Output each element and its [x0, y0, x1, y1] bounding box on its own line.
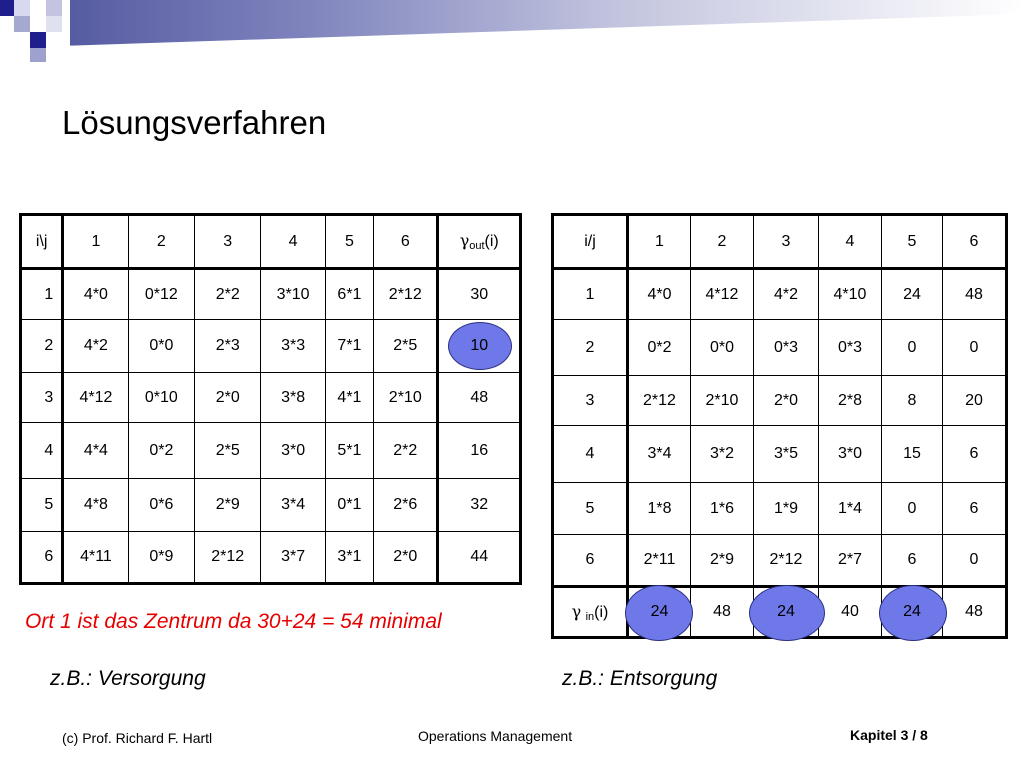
table-cell: 8 — [882, 376, 943, 426]
gamma-out-value: 44 — [438, 532, 521, 584]
gamma-symbol: γ — [459, 231, 470, 250]
table-cell: 4*1 — [325, 373, 373, 423]
table-cell: 2*6 — [374, 479, 438, 532]
gamma-out-header — [438, 215, 521, 269]
footer-chapter: Kapitel 3 / 8 — [850, 727, 928, 743]
gamma-out-value: 10 — [470, 337, 489, 354]
corner-cell: i/j — [553, 215, 628, 269]
table-cell: 2*0 — [195, 373, 261, 423]
gamma-in-value: 24 — [777, 603, 795, 620]
table-cell: 6 — [882, 535, 943, 587]
gamma-suffix: (i) — [484, 233, 499, 250]
footer-author: (c) Prof. Richard F. Hartl — [62, 730, 213, 746]
table-row — [553, 483, 1007, 535]
gamma-in-value: 48 — [691, 587, 754, 638]
column-header: 1 — [63, 215, 128, 269]
row-header: 5 — [21, 479, 63, 532]
table-cell: 4*8 — [63, 479, 128, 532]
table-cell: 2*2 — [374, 423, 438, 479]
table-cell: 4*0 — [63, 269, 128, 320]
table-cell: 2*9 — [691, 535, 754, 587]
table-cell: 6*1 — [325, 269, 373, 320]
table-cell: 15 — [882, 426, 943, 483]
corner-cell: i\j — [21, 215, 63, 269]
column-header: 1 — [628, 215, 691, 269]
column-header: 6 — [374, 215, 438, 269]
table-cell: 0*0 — [691, 320, 754, 376]
table-cell: 2*8 — [819, 376, 882, 426]
table-cell: 0 — [882, 483, 943, 535]
logo-square-2 — [14, 0, 30, 16]
table-cell: 0 — [943, 320, 1007, 376]
column-header: 3 — [195, 215, 261, 269]
table-cell: 2*9 — [195, 479, 261, 532]
gamma-out-value: 32 — [438, 479, 521, 532]
table-cell: 3*3 — [261, 320, 325, 373]
logo-square-5 — [46, 16, 62, 32]
row-header: 3 — [553, 376, 628, 426]
row-header: 5 — [553, 483, 628, 535]
logo-square-1 — [0, 0, 14, 16]
table-cell: 2*12 — [628, 376, 691, 426]
column-header: 2 — [691, 215, 754, 269]
table-cell: 0*10 — [128, 373, 194, 423]
table-row — [21, 479, 521, 532]
table-cell: 2*2 — [195, 269, 261, 320]
table-row — [553, 376, 1007, 426]
table-cell: 0*9 — [128, 532, 194, 584]
conclusion-note: Ort 1 ist das Zentrum da 30+24 = 54 minimal — [25, 610, 442, 633]
table-cell: 3*1 — [325, 532, 373, 584]
gamma-subscript: out — [469, 240, 485, 252]
table-cell: 48 — [943, 269, 1007, 320]
example-label-left: z.B.: Versorgung — [50, 667, 206, 690]
table-cell: 2*10 — [691, 376, 754, 426]
table-cell: 0*6 — [128, 479, 194, 532]
gamma-out-minimum — [438, 320, 521, 373]
table-cell: 0*1 — [325, 479, 373, 532]
gamma-in-header — [553, 587, 628, 638]
table-cell: 24 — [882, 269, 943, 320]
column-header: 5 — [882, 215, 943, 269]
header-banner — [0, 0, 1024, 48]
table-cell: 1*4 — [819, 483, 882, 535]
table-cell: 2*0 — [374, 532, 438, 584]
table-cell: 0*2 — [128, 423, 194, 479]
table-cell: 0*3 — [819, 320, 882, 376]
table-cell: 2*10 — [374, 373, 438, 423]
gamma-out-value: 30 — [438, 269, 521, 320]
table-cell: 2*0 — [754, 376, 819, 426]
example-label-right: z.B.: Entsorgung — [562, 667, 718, 690]
table-cell: 2*5 — [374, 320, 438, 373]
row-header: 6 — [553, 535, 628, 587]
table-row — [21, 269, 521, 320]
slide-title: Lösungsverfahren — [62, 104, 327, 141]
table-cell: 6 — [943, 483, 1007, 535]
gamma-in-value: 40 — [819, 587, 882, 638]
footer-course: Operations Management — [418, 728, 573, 744]
table-cell: 4*2 — [754, 269, 819, 320]
table-cell: 3*0 — [819, 426, 882, 483]
table-cell: 4*4 — [63, 423, 128, 479]
table-row — [553, 535, 1007, 587]
table-cell: 6 — [943, 426, 1007, 483]
table-cell: 4*2 — [63, 320, 128, 373]
table-cell: 2*5 — [195, 423, 261, 479]
column-header: 4 — [819, 215, 882, 269]
gamma-in-value: 24 — [650, 603, 669, 620]
table-cell: 3*5 — [754, 426, 819, 483]
gamma-in-value: 24 — [903, 603, 921, 620]
row-header: 2 — [21, 320, 63, 373]
table-cell: 4*11 — [63, 532, 128, 584]
logo-square-7 — [30, 48, 46, 62]
table-cell: 2*11 — [628, 535, 691, 587]
table-cell: 20 — [943, 376, 1007, 426]
table-row — [553, 320, 1007, 376]
gamma-in-minimum — [628, 587, 691, 638]
logo-square-3 — [46, 0, 62, 16]
table-cell: 1*8 — [628, 483, 691, 535]
column-header: 3 — [754, 215, 819, 269]
logo-square-4 — [14, 16, 30, 32]
table-row — [21, 532, 521, 584]
row-header: 6 — [21, 532, 63, 584]
column-header: 2 — [128, 215, 194, 269]
gamma-out-value: 16 — [438, 423, 521, 479]
table-cell: 2*12 — [374, 269, 438, 320]
gamma-subscript: in — [585, 610, 595, 623]
row-header: 1 — [553, 269, 628, 320]
logo-square-6 — [30, 32, 46, 48]
gamma-suffix: (i) — [594, 603, 609, 621]
row-header: 4 — [553, 426, 628, 483]
row-header: 3 — [21, 373, 63, 423]
table-cell: 3*7 — [261, 532, 325, 584]
table-cell: 3*2 — [691, 426, 754, 483]
table-cell: 2*12 — [195, 532, 261, 584]
column-header: 6 — [943, 215, 1007, 269]
table-cell: 3*0 — [261, 423, 325, 479]
table-cell: 3*4 — [628, 426, 691, 483]
table-cell: 4*12 — [63, 373, 128, 423]
column-header: 5 — [325, 215, 373, 269]
table-cell: 0 — [882, 320, 943, 376]
table-cell: 5*1 — [325, 423, 373, 479]
row-header: 2 — [553, 320, 628, 376]
table-cell: 1*9 — [754, 483, 819, 535]
column-header: 4 — [261, 215, 325, 269]
table-cell: 3*4 — [261, 479, 325, 532]
table-cell: 2*3 — [195, 320, 261, 373]
row-header: 4 — [21, 423, 63, 479]
table-row — [553, 269, 1007, 320]
disposal-cost-table — [551, 213, 1008, 639]
table-row — [21, 373, 521, 423]
gamma-out-value: 48 — [438, 373, 521, 423]
table-cell: 0 — [943, 535, 1007, 587]
table-cell: 4*12 — [691, 269, 754, 320]
table-cell: 3*8 — [261, 373, 325, 423]
table-cell: 2*7 — [819, 535, 882, 587]
gamma-in-value: 48 — [943, 587, 1007, 638]
gamma-in-minimum — [882, 587, 943, 638]
table-cell: 1*6 — [691, 483, 754, 535]
table-cell: 4*10 — [819, 269, 882, 320]
supply-cost-table — [19, 213, 522, 585]
table-cell: 4*0 — [628, 269, 691, 320]
gamma-in-minimum — [754, 587, 819, 638]
table-cell: 2*12 — [754, 535, 819, 587]
table-cell: 0*0 — [128, 320, 194, 373]
table-cell: 0*3 — [754, 320, 819, 376]
gamma-in-row — [553, 587, 1007, 638]
table-row — [21, 423, 521, 479]
table-cell: 0*12 — [128, 269, 194, 320]
table-cell: 0*2 — [628, 320, 691, 376]
table-cell: 3*10 — [261, 269, 325, 320]
gamma-symbol: γ — [571, 601, 582, 621]
table-row — [21, 320, 521, 373]
row-header: 1 — [21, 269, 63, 320]
table-row — [553, 426, 1007, 483]
table-cell: 7*1 — [325, 320, 373, 373]
